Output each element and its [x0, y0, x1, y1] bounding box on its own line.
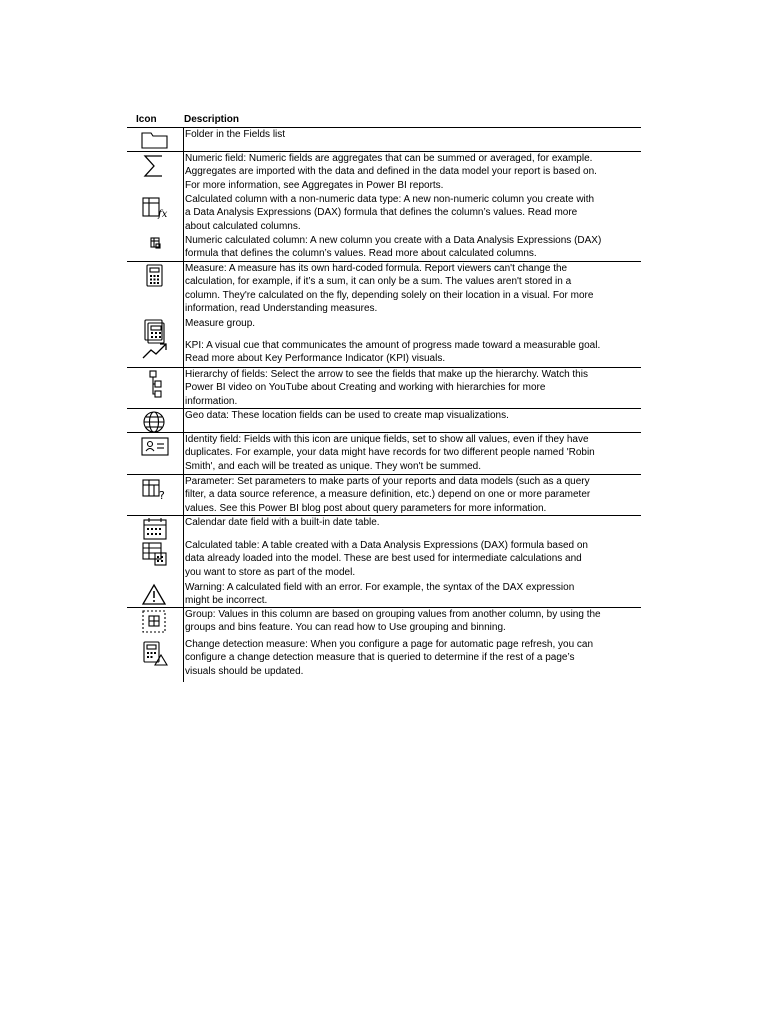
table-row: [127, 638, 641, 682]
table-row: [127, 475, 641, 516]
row-description: Folder in the Fields list: [183, 128, 641, 151]
row-description: Calculated column with a non-numeric data type: A new non-numeric column you create with a Data Analysis Expressions (DAX) formula that defines the column’s values. Read more about calculated columns.: [183, 193, 641, 234]
table-row: [127, 608, 641, 638]
sigma-icon: [127, 152, 181, 193]
table-row: [127, 193, 641, 234]
row-description: Identity field: Fields with this icon are unique fields, set to show all values, even if they have duplicates. For example, your data might have records for two different people named 'Robin Smith', and each will be treated as unique. They won't be summed.: [183, 433, 641, 474]
calculated-column-icon: [127, 193, 181, 234]
row-description: Group: Values in this column are based on grouping values from another column, by using the groups and bins feature. You can read how to Use grouping and binning.: [183, 608, 641, 638]
table-row: [127, 409, 641, 433]
table-row: [127, 516, 641, 539]
folder-icon: [127, 128, 181, 151]
table-row: [127, 128, 641, 152]
parameter-icon: [127, 475, 181, 515]
row-description: Hierarchy of fields: Select the arrow to see the fields that make up the hierarchy. Watch this Power BI video on YouTube about Creating and working with hierarchies for more information.: [183, 368, 641, 408]
svg-text:fx: fx: [158, 209, 168, 220]
row-description: Change detection measure: When you configure a page for automatic page refresh, you can configure a change detection measure that is queried to determine if the rest of a page’s visuals should be updated.: [183, 638, 641, 682]
table-row: [127, 368, 641, 409]
warning-icon: [127, 581, 181, 607]
calculator-icon: [127, 262, 181, 317]
row-description: Geo data: These location fields can be used to create map visualizations.: [183, 409, 641, 432]
table-header: [127, 114, 641, 128]
table-row: [127, 152, 641, 193]
table-row: [127, 317, 641, 339]
trend-arrow-icon: [127, 339, 181, 367]
calendar-icon: [127, 516, 181, 539]
row-description: Measure group.: [183, 317, 641, 339]
row-description: Numeric field: Numeric fields are aggregates that can be summed or averaged, for example. Aggregates are imported with the data and defined in the data model your report is based on. For more information, see Aggregates in Power BI reports.: [183, 152, 641, 193]
fields-icon-table: [127, 114, 641, 682]
table-row: [127, 262, 641, 317]
row-description: Calculated table: A table created with a Data Analysis Expressions (DAX) formula based on data already loaded into the model. These are best used for intermediate calculations and you want to store as part of the model.: [183, 539, 641, 581]
numeric-calculated-column-icon: [127, 234, 181, 261]
icon-column-header: Icon: [136, 114, 157, 125]
row-description: Numeric calculated column: A new column you create with a Data Analysis Expressions (DAX) formula that defines the column’s values. Read more about calculated columns.: [183, 234, 641, 261]
calculated-table-icon: [127, 539, 181, 581]
row-description: Warning: A calculated field with an error. For example, the syntax of the DAX expression might be incorrect.: [183, 581, 641, 607]
svg-text:?: ?: [159, 489, 165, 502]
hierarchy-icon: [127, 368, 181, 408]
table-row: [127, 433, 641, 475]
row-description: Parameter: Set parameters to make parts of your reports and data models (such as a query filter, a data source reference, a measure definition, etc.) depend on one or more parameter values. See this Power BI blog post about query parameters for more information.: [183, 475, 641, 515]
group-icon: [127, 608, 181, 638]
row-description: Measure: A measure has its own hard-coded formula. Report viewers can't change the calculation, for example, if it’s a sum, it can only be a sum. The values aren't stored in a column. They're calculated on the fly, depending solely on their location in a visual. For more information, read Understanding measures.: [183, 262, 641, 317]
row-description: KPI: A visual cue that communicates the amount of progress made toward a measurable goal. Read more about Key Performance Indicator (KPI) visuals.: [183, 339, 641, 367]
table-row: [127, 539, 641, 581]
globe-icon: [127, 409, 181, 432]
description-column-header: Description: [184, 114, 240, 125]
identity-card-icon: [127, 433, 181, 474]
measure-group-icon: [127, 317, 181, 339]
table-row: [127, 339, 641, 368]
table-row: [127, 581, 641, 608]
row-description: Calendar date field with a built-in date table.: [183, 516, 641, 539]
table-row: [127, 234, 641, 262]
change-detection-icon: [127, 638, 181, 682]
